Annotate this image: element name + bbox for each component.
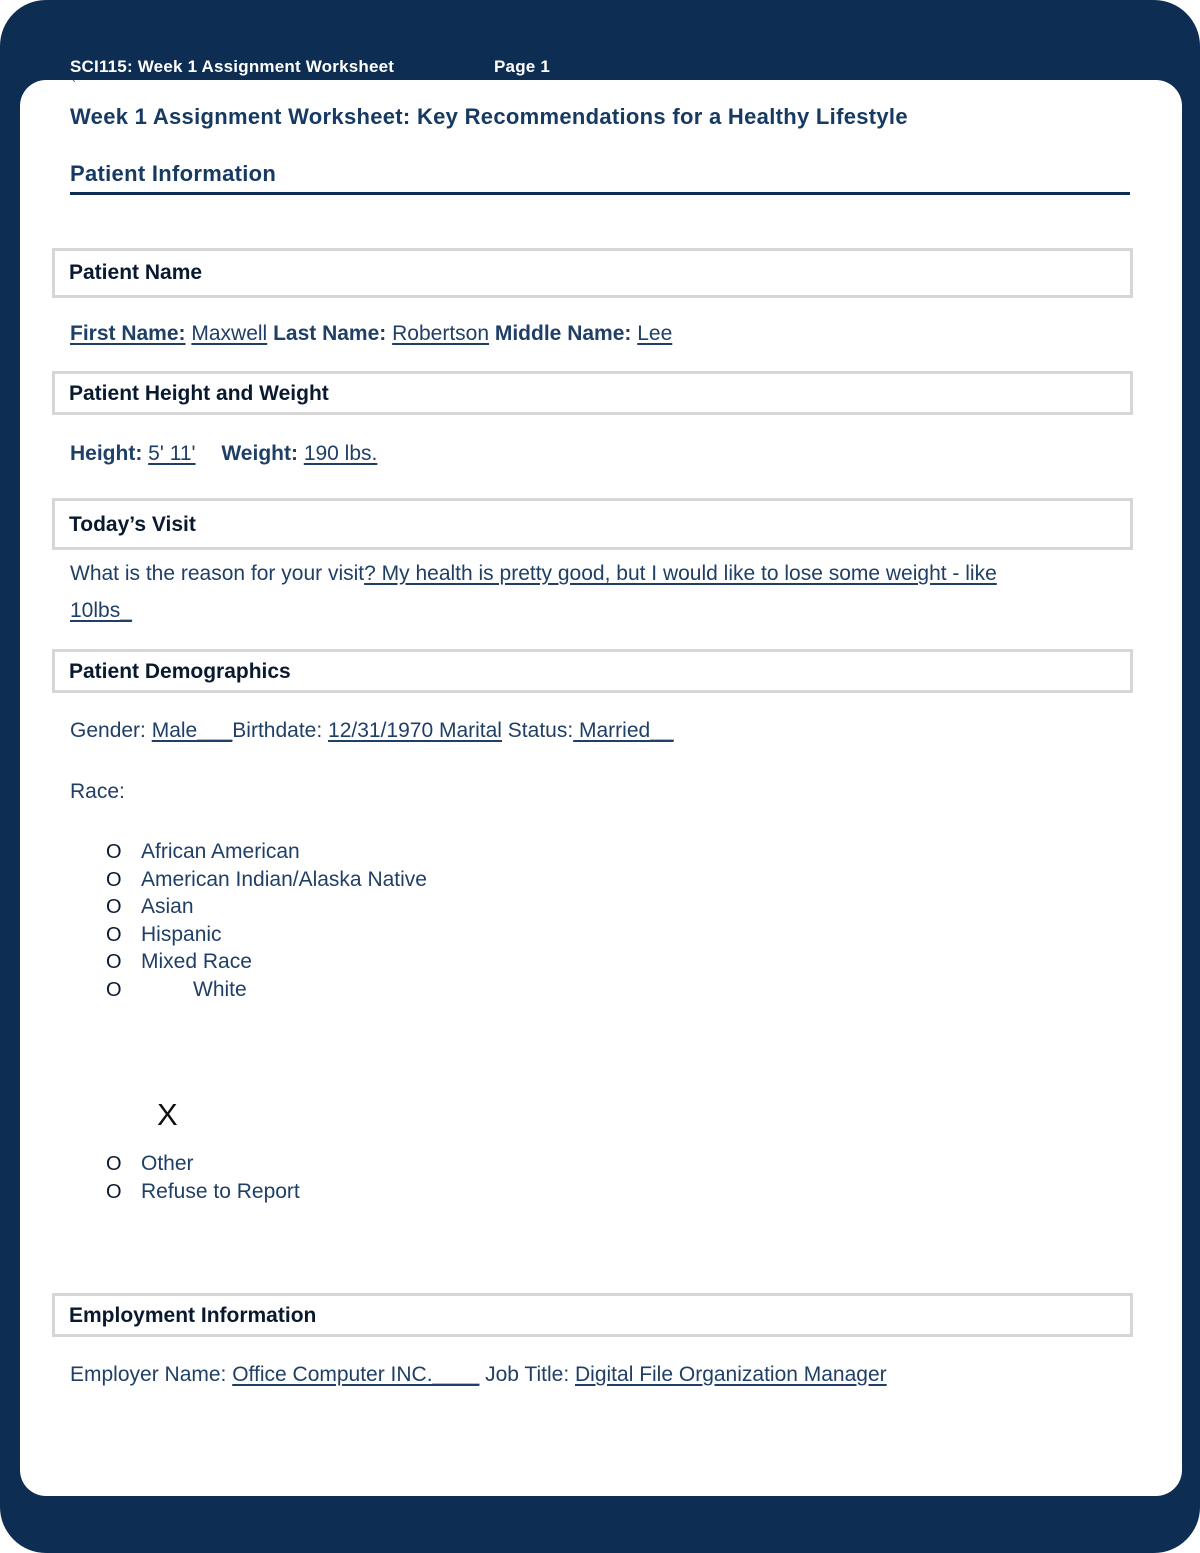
visit-reason-line — [70, 562, 997, 586]
birthdate-label: Birthdate: — [232, 719, 329, 742]
radio-circle-icon: O — [106, 951, 122, 973]
visit-answer-line2: 10lbs_ — [70, 599, 132, 622]
marital-status-label: Status: — [501, 719, 574, 742]
heading-todays-visit: Today’s Visit — [69, 513, 196, 536]
race-option-label: White — [193, 977, 247, 1001]
marital-status-value: Married__ — [573, 719, 674, 742]
race-option-label: Other — [141, 1152, 194, 1175]
race-option-label: Mixed Race — [141, 950, 252, 973]
section-divider — [70, 192, 1130, 195]
middle-name-value: Lee — [637, 322, 673, 345]
gender-value: Male___ — [151, 719, 233, 742]
race-label: Race: — [70, 780, 125, 803]
radio-circle-icon: O — [106, 923, 122, 946]
race-options-list — [106, 838, 427, 1003]
radio-circle-icon: O — [106, 1153, 122, 1175]
heading-height-weight: Patient Height and Weight — [69, 382, 329, 405]
section-title-patient-information: Patient Information — [70, 161, 277, 186]
first-name-label: First Name: — [70, 322, 186, 345]
header-page-number: Page 1 — [494, 57, 551, 76]
heading-box-height-weight — [52, 371, 1133, 415]
race-option[interactable] — [106, 948, 427, 976]
employer-value: Office Computer INC.____ — [232, 1363, 480, 1386]
heading-patient-name: Patient Name — [69, 261, 203, 284]
job-title-value: Digital File Organization Manager — [575, 1363, 887, 1386]
header-title: SCI115: Week 1 Assignment Worksheet — [70, 57, 395, 76]
selection-x-mark: X — [157, 1097, 178, 1132]
race-options-list-continued — [106, 1150, 300, 1205]
race-option-label: American Indian/Alaska Native — [141, 867, 427, 891]
first-name-value: Maxwell — [191, 322, 268, 345]
height-label: Height: — [70, 442, 143, 465]
heading-box-demographics — [52, 649, 1133, 693]
birthdate-value: 12/31/1970 Marital — [328, 719, 502, 742]
last-name-value: Robertson — [392, 322, 490, 345]
radio-circle-icon: O — [106, 1180, 122, 1203]
race-option-label: African American — [141, 840, 300, 863]
weight-label: Weight: — [221, 442, 298, 465]
radio-circle-icon: O — [106, 896, 122, 918]
race-option[interactable] — [106, 893, 427, 921]
employer-label: Employer Name: — [70, 1363, 233, 1386]
race-option[interactable] — [106, 866, 427, 894]
document-title: Week 1 Assignment Worksheet: Key Recommendations for a Healthy Lifestyle — [70, 104, 908, 129]
last-name-label: Last Name: — [273, 322, 387, 345]
visit-question: What is the reason for your visit — [70, 562, 365, 585]
gender-label: Gender: — [70, 719, 152, 742]
heading-employment: Employment Information — [69, 1304, 317, 1327]
demographics-line — [70, 719, 674, 743]
race-option[interactable] — [106, 1150, 300, 1178]
weight-value: 190 lbs. — [303, 442, 378, 465]
race-option-label: Refuse to Report — [141, 1179, 300, 1203]
race-option-label: Hispanic — [141, 922, 222, 946]
radio-circle-icon: O — [106, 978, 122, 1001]
height-weight-line — [70, 442, 377, 466]
patient-name-line — [70, 322, 672, 346]
visit-reason-line2 — [70, 599, 132, 623]
heading-demographics: Patient Demographics — [69, 660, 291, 683]
job-title-label: Job Title: — [479, 1363, 575, 1386]
race-option[interactable] — [106, 838, 427, 866]
middle-name-label: Middle Name: — [494, 322, 632, 345]
visit-answer-line1: ? My health is pretty good, but I would like to lose some weight - like — [364, 562, 997, 585]
page-header — [70, 57, 551, 79]
heading-box-todays-visit — [52, 498, 1133, 550]
race-option[interactable] — [106, 921, 427, 949]
race-option-label: Asian — [141, 895, 194, 918]
race-option-white[interactable] — [106, 976, 427, 1004]
stray-tick-mark: ` — [72, 78, 76, 92]
radio-circle-icon: O — [106, 868, 122, 891]
employment-line — [70, 1363, 887, 1387]
heading-box-employment — [52, 1293, 1133, 1337]
heading-box-patient-name — [52, 248, 1133, 298]
height-value: 5' 11' — [148, 442, 196, 465]
race-option[interactable] — [106, 1178, 300, 1206]
radio-circle-icon: O — [106, 841, 122, 863]
